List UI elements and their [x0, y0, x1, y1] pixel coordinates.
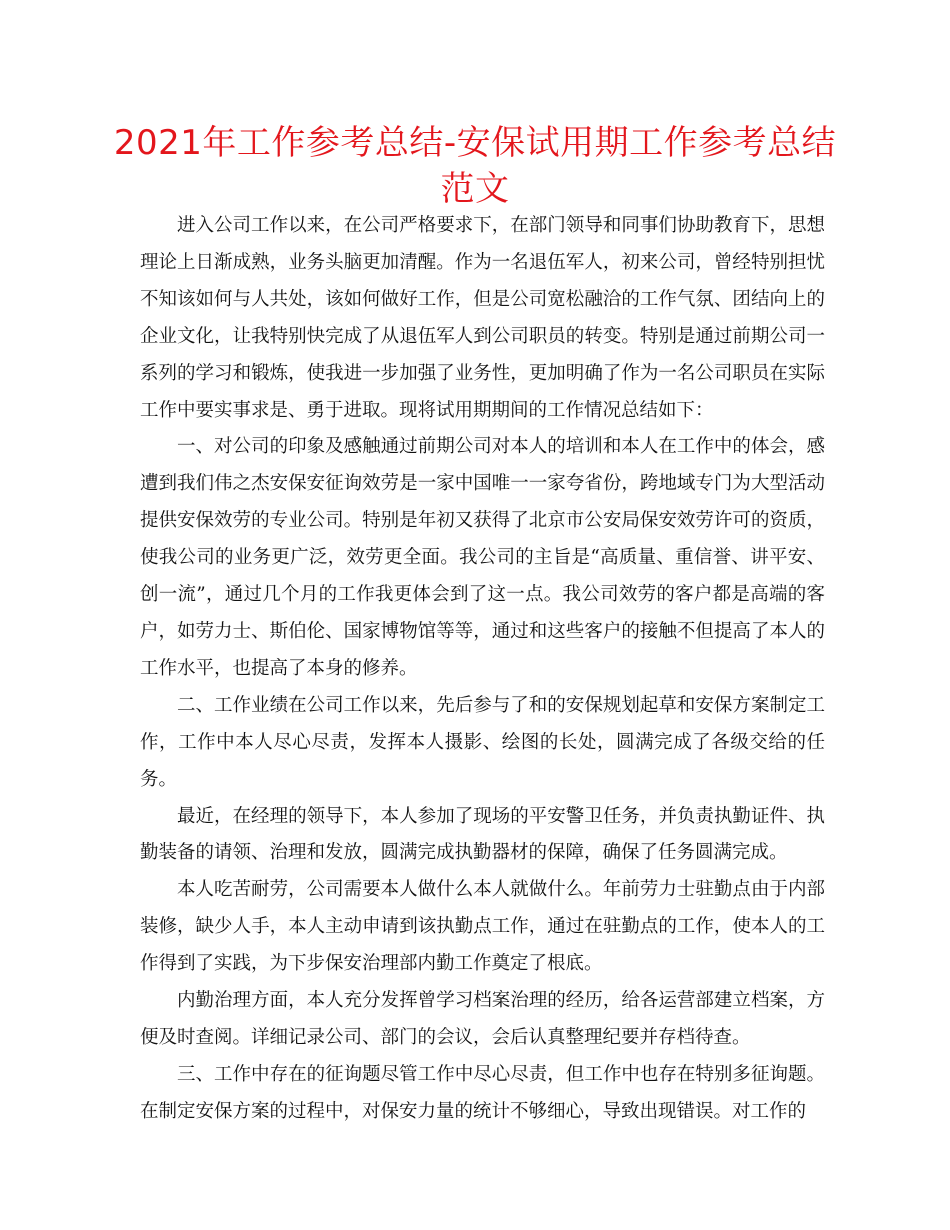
paragraph-achievements: 二、工作业绩在公司工作以来，先后参与了和的安保规划起草和安保方案制定工作，工作中本人尽心尽责，发挥本人摄影、绘图的长处，圆满完成了各级交给的任务。	[140, 694, 825, 790]
paragraph-problems: 三、工作中存在的征询题尽管工作中尽心尽责，但工作中也存在特别多征询题。在制定安保方案的过程中，对保安力量的统计不够细心，导致出现错误。对工作的	[140, 1063, 825, 1122]
document-title	[100, 120, 850, 212]
paragraph-internal-management: 内勤治理方面，本人充分发挥曾学习档案治理的经历，给各运营部建立档案，方便及时查阅。详细记录公司、部门的会议，会后认真整理纪要并存档待查。	[140, 990, 825, 1048]
title-line-1: 2021年工作参考总结-安保试用期工作参考总结	[113, 123, 837, 163]
document-body	[140, 208, 825, 1131]
paragraph-intro: 进入公司工作以来，在公司严格要求下，在部门领导和同事们协助教育下，思想理论上日渐成熟，业务头脑更加清醒。作为一名退伍军人，初来公司，曾经特别担忧不知该如何与人共处，该如何做好工作，但是公司宽松融洽的工作气氛、团结向上的企业文化，让我特别快完成了从退伍军人到公司职员的转变。特别是通过前期公司一系列的学习和锻炼，使我进一步加强了业务性，更加明确了作为一名公司职员在实际工作中要实事求是、勇于进取。现将试用期期间的工作情况总结如下：	[140, 215, 825, 421]
paragraph-recent-task: 最近，在经理的领导下，本人参加了现场的平安警卫任务，并负责执勤证件、执勤装备的请领、治理和发放，圆满完成执勤器材的保障，确保了任务圆满完成。	[140, 805, 825, 864]
title-line-2: 范文	[440, 169, 510, 209]
paragraph-hardworking: 本人吃苦耐劳，公司需要本人做什么本人就做什么。年前劳力士驻勤点由于内部装修，缺少人手，本人主动申请到该执勤点工作，通过在驻勤点的工作，使本人的工作得到了实践，为下步保安治理部内勤工作奠定了根底。	[140, 879, 825, 975]
paragraph-impression: 一、对公司的印象及感触通过前期公司对本人的培训和本人在工作中的体会，感遭到我们伟之杰安保安征询效劳是一家中国唯一一家夸省份，跨地域专门为大型活动提供安保效劳的专业公司。特别是年初又获得了北京市公安局保安效劳许可的资质，使我公司的业务更广泛，效劳更全面。我公司的主旨是“高质量、重信誉、讲平安、创一流”，通过几个月的工作我更体会到了这一点。我公司效劳的客户都是高端的客户，如劳力士、斯伯伦、国家博物馆等等，通过和这些客户的接触不但提高了本人的工作水平，也提高了本身的修养。	[140, 436, 825, 679]
